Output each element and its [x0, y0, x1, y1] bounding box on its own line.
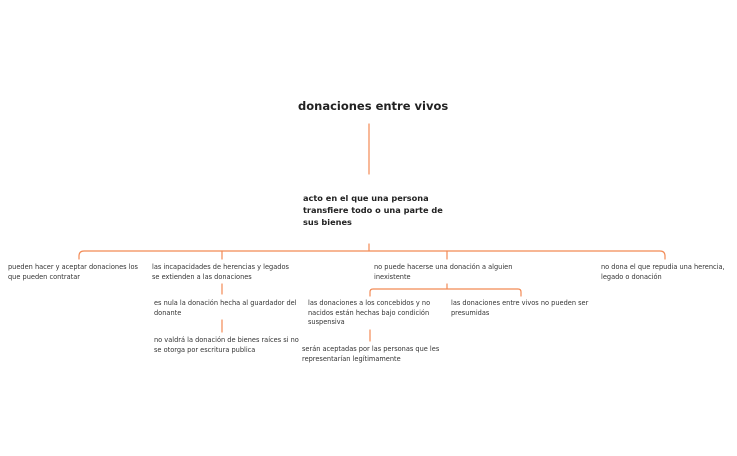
subtopic-aceptadas[interactable]: serán aceptadas por las personas que les representarían legítimamente	[302, 345, 440, 363]
subtopic-concebidos[interactable]: las donaciones a los concebidos y no nacidos están hechas bajo condición suspensiva	[308, 299, 431, 327]
connector-c-children	[370, 284, 521, 296]
subtopic-contratar[interactable]: pueden hacer y aceptar donaciones los que pueden contratar	[8, 263, 138, 281]
subtopic-nula-guardador[interactable]: es nula la donación hecha al guardador del donante	[154, 299, 297, 317]
subtopic-repudia[interactable]: no dona el que repudia una herencia, legado o donación	[601, 263, 725, 281]
subtopic-no-presumidas[interactable]: las donaciones entre vivos no pueden ser presumidas	[451, 299, 589, 317]
subtopic-incapacidades[interactable]: las incapacidades de herencias y legados se extienden a las donaciones	[152, 263, 289, 281]
subtopic-bienes-raices[interactable]: no valdrá la donación de bienes raíces si no se otorga por escritura publica	[154, 336, 299, 354]
connector-branch-bar	[79, 251, 665, 259]
subtopic-inexistente[interactable]: no puede hacerse una donación a alguien inexistente	[374, 263, 513, 281]
root-topic[interactable]: donaciones entre vivos	[298, 99, 449, 113]
main-topic[interactable]: acto en el que una persona transfiere todo o una parte de sus bienes	[303, 193, 443, 227]
